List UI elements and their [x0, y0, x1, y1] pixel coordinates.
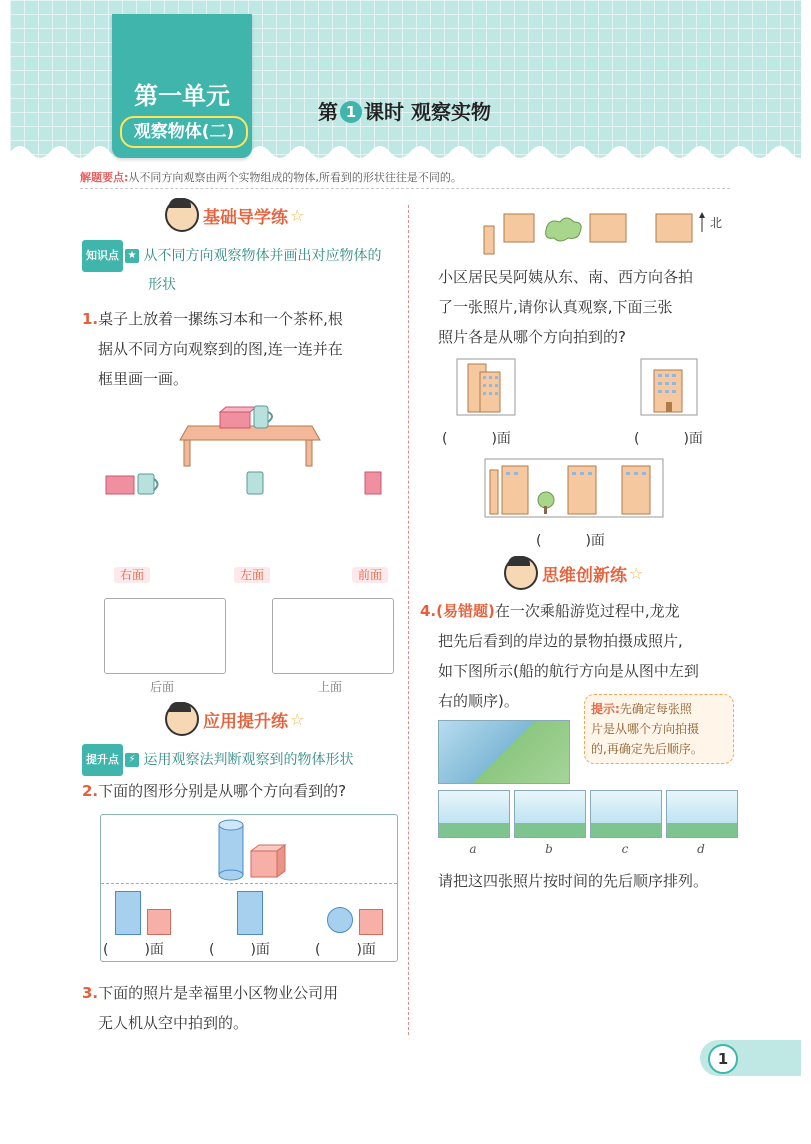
photo-d	[666, 790, 738, 838]
view-a-square-red	[147, 909, 171, 935]
view-b-rect-blue	[237, 891, 263, 935]
box-label-top: 上面	[318, 680, 343, 694]
label-front: 前面	[352, 564, 388, 583]
north-label: 北	[710, 216, 723, 230]
question-4-instruction: 请把这四张照片按时间的先后顺序排列。	[438, 872, 709, 890]
drawing-box-back[interactable]	[104, 598, 226, 674]
answer-blank-photo-3[interactable]: ( )面	[536, 533, 605, 549]
aerial-view-diagram	[480, 208, 730, 256]
photo-b	[514, 790, 586, 838]
lightning-icon: ⚡	[125, 753, 139, 767]
view-book-and-cup-side	[104, 472, 166, 496]
knowledge-point-cont: 形状	[148, 277, 176, 293]
section-heading-basic: 基础导学练 ☆	[165, 198, 304, 234]
answer-blank-3[interactable]: ( )面	[315, 942, 376, 958]
keypoint-bar	[80, 168, 730, 189]
question-2: 2.下面的图形分别是从哪个方向看到的?	[82, 782, 347, 800]
knowledge-tag: 知识点	[82, 240, 123, 272]
child-face-icon	[504, 556, 538, 590]
page-number-badge: 1	[700, 1040, 801, 1076]
question-4: 4.(易错题)在一次乘船游览过程中,龙龙 把先后看到的岸边的景物拍摄成照片, 如下图所示(船的航行方向是从图中左到 右的顺序)。	[420, 602, 699, 710]
photo-1-buildings	[456, 358, 516, 416]
table-with-book-and-cup	[176, 400, 324, 468]
cylinder-and-cube	[215, 817, 287, 881]
answer-blank-2[interactable]: ( )面	[209, 942, 270, 958]
keypoint-text: 从不同方向观察由两个实物组成的物体,所看到的形状往往是不同的。	[128, 171, 462, 184]
view-a-rect-blue	[115, 891, 141, 935]
photo-a	[438, 790, 510, 838]
caption-b: b	[545, 842, 553, 856]
q2-figure-divider	[101, 883, 397, 884]
child-face-icon	[165, 198, 199, 232]
column-divider	[408, 205, 409, 1035]
view-c-circle-blue	[327, 907, 353, 933]
label-left: 左面	[234, 564, 270, 583]
star-badge-icon: ★	[125, 249, 139, 263]
question-3: 3.下面的照片是幸福里小区物业公司用 无人机从空中拍到的。	[82, 984, 339, 1032]
star-icon: ☆	[290, 709, 305, 729]
answer-blank-photo-2[interactable]: ( )面	[634, 431, 703, 447]
keypoint-label: 解题要点:	[80, 171, 129, 184]
improvement-tag: 提升点	[82, 744, 123, 776]
caption-c: c	[621, 842, 629, 856]
star-icon: ☆	[290, 205, 305, 225]
answer-blank-1[interactable]: ( )面	[103, 942, 164, 958]
unit-subtitle: 观察物体(二)	[120, 116, 248, 148]
view-book-only	[362, 470, 384, 496]
question-3-cont: 小区居民吴阿姨从东、南、西方向各拍 了一张照片,请你认真观察,下面三张 照片各是从哪个方向拍到的?	[438, 268, 694, 346]
drawing-box-top[interactable]	[272, 598, 394, 674]
question-1: 1.桌子上放着一摞练习本和一个茶杯,根 据从不同方向观察到的图,连一连并在 框里画一画。	[82, 310, 343, 388]
caption-a: a	[469, 842, 477, 856]
answer-blank-photo-1[interactable]: ( )面	[442, 431, 511, 447]
knowledge-point: 知识点 ★ 从不同方向观察物体并画出对应物体的	[82, 240, 381, 272]
box-label-back: 后面	[150, 680, 175, 694]
star-icon: ☆	[629, 563, 644, 583]
section-heading-apply: 应用提升练 ☆	[165, 702, 304, 738]
label-right: 右面	[114, 564, 150, 583]
lesson-title: 第 1 课时 观察实物	[318, 100, 491, 124]
caption-d: d	[697, 842, 705, 856]
river-map-image	[438, 720, 570, 784]
photo-2-buildings	[640, 358, 698, 416]
q2-figure-box	[100, 814, 398, 962]
view-c-square-red	[359, 909, 383, 935]
hint-box: 提示:先确定每张照 片是从哪个方向拍摄 的,再确定先后顺序。	[584, 694, 734, 764]
photo-3-buildings	[484, 458, 664, 518]
unit-title: 第一单元	[134, 82, 230, 110]
child-face-icon	[165, 702, 199, 736]
photo-c	[590, 790, 662, 838]
view-cup-only	[244, 470, 266, 496]
section-heading-thinking: 思维创新练 ☆	[504, 556, 643, 592]
lesson-number-badge: 1	[340, 101, 362, 123]
improvement-point: 提升点 ⚡ 运用观察法判断观察到的物体形状	[82, 744, 353, 776]
